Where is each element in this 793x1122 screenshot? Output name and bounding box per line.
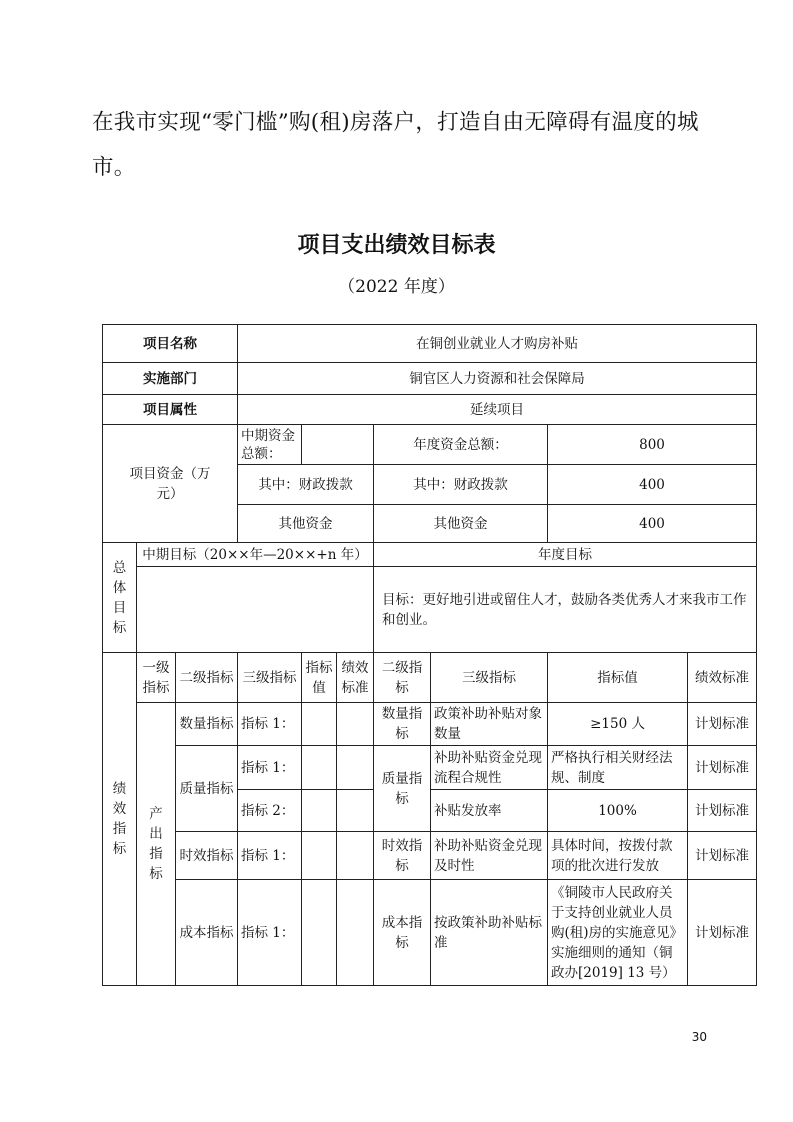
row-year-level2: 质量指标 <box>374 746 431 832</box>
row-value <box>302 880 337 986</box>
intro-paragraph: 在我市实现“零门槛”购(租)房落户，打造自由无障碍有温度的城市。 <box>92 110 699 180</box>
mid-total-label: 中期资金总额： <box>238 425 302 465</box>
year-goal-text: 目标：更好地引进或留住人才，鼓励各类优秀人才来我市工作和创业。 <box>374 567 757 653</box>
mid-total-value <box>302 425 374 465</box>
year-goal-header: 年度目标 <box>374 543 757 567</box>
row-year-value: ≥150 人 <box>548 703 688 746</box>
row-year-level2: 时效指标 <box>374 832 431 880</box>
page-number: 30 <box>691 1030 707 1044</box>
row-year-standard: 计划标准 <box>688 832 757 880</box>
output-indicator-label: 产 出 指 标 <box>137 703 176 986</box>
row-value <box>302 832 337 880</box>
row-level3: 指标 1： <box>238 832 302 880</box>
header-year-value: 指标值 <box>548 653 688 703</box>
row-year-level2: 数量指标 <box>374 703 431 746</box>
row-year-standard: 计划标准 <box>688 703 757 746</box>
row-year-value: 具体时间，按拨付款项的批次进行发放 <box>548 832 688 880</box>
year-fiscal-value: 400 <box>548 465 757 505</box>
row-level3: 指标 2： <box>238 790 302 832</box>
row-standard <box>337 703 374 746</box>
attr-value: 延续项目 <box>238 395 757 425</box>
row-level2: 成本指标 <box>176 880 238 986</box>
mid-goal-header: 中期目标（20××年—20××+n 年） <box>137 543 374 567</box>
row-year-standard: 计划标准 <box>688 880 757 986</box>
table-title: 项目支出绩效目标表 <box>297 233 496 258</box>
dept-value: 铜官区人力资源和社会保障局 <box>238 363 757 395</box>
row-year-level2: 成本指标 <box>374 880 431 986</box>
project-name-value: 在铜创业就业人才购房补贴 <box>238 325 757 363</box>
mid-fiscal-label: 其中：财政拨款 <box>238 465 374 505</box>
row-value <box>302 790 337 832</box>
header-level3: 三级指标 <box>238 653 302 703</box>
row-level3: 指标 1： <box>238 880 302 986</box>
header-level1: 一级指标 <box>137 653 176 703</box>
row-level2: 数量指标 <box>176 703 238 746</box>
row-year-value: 《铜陵市人民政府关于支持创业就业人员购(租)房的实施意见》实施细则的通知（铜政办[2019] 13 号） <box>548 880 688 986</box>
header-year-standard: 绩效标准 <box>688 653 757 703</box>
row-year-level3: 补贴发放率 <box>431 790 548 832</box>
row-level3: 指标 1： <box>238 746 302 790</box>
header-standard: 绩效标准 <box>337 653 374 703</box>
row-year-level3: 补助补贴资金兑现流程合规性 <box>431 746 548 790</box>
attr-label: 项目属性 <box>103 395 238 425</box>
row-year-value: 严格执行相关财经法规、制度 <box>548 746 688 790</box>
row-year-value: 100% <box>548 790 688 832</box>
year-other-value: 400 <box>548 505 757 543</box>
performance-indicator-label: 绩 效 指 标 <box>103 653 137 986</box>
project-name-label: 项目名称 <box>103 325 238 363</box>
year-total-value: 800 <box>548 425 757 465</box>
row-standard <box>337 746 374 790</box>
row-year-level3: 政策补助补贴对象数量 <box>431 703 548 746</box>
performance-target-table <box>102 324 757 986</box>
overall-goal-label: 总 体 目 标 <box>103 543 137 653</box>
fund-label: 项目资金（万元） <box>103 425 238 543</box>
row-year-standard: 计划标准 <box>688 790 757 832</box>
row-level2: 质量指标 <box>176 746 238 832</box>
row-standard <box>337 880 374 986</box>
row-level3: 指标 1： <box>238 703 302 746</box>
header-year-level3: 三级指标 <box>431 653 548 703</box>
row-value <box>302 703 337 746</box>
year-other-label: 其他资金 <box>374 505 548 543</box>
row-year-standard: 计划标准 <box>688 746 757 790</box>
header-value: 指标值 <box>302 653 337 703</box>
row-standard <box>337 832 374 880</box>
year-total-label: 年度资金总额： <box>374 425 548 465</box>
mid-other-label: 其他资金 <box>238 505 374 543</box>
header-year-level2: 二级指标 <box>374 653 431 703</box>
row-year-level3: 补助补贴资金兑现及时性 <box>431 832 548 880</box>
mid-goal-text <box>137 567 374 653</box>
row-level2: 时效指标 <box>176 832 238 880</box>
dept-label: 实施部门 <box>103 363 238 395</box>
row-year-level3: 按政策补助补贴标准 <box>431 880 548 986</box>
row-standard <box>337 790 374 832</box>
header-level2: 二级指标 <box>176 653 238 703</box>
year-fiscal-label: 其中：财政拨款 <box>374 465 548 505</box>
table-subtitle: （2022 年度） <box>338 277 455 297</box>
row-value <box>302 746 337 790</box>
